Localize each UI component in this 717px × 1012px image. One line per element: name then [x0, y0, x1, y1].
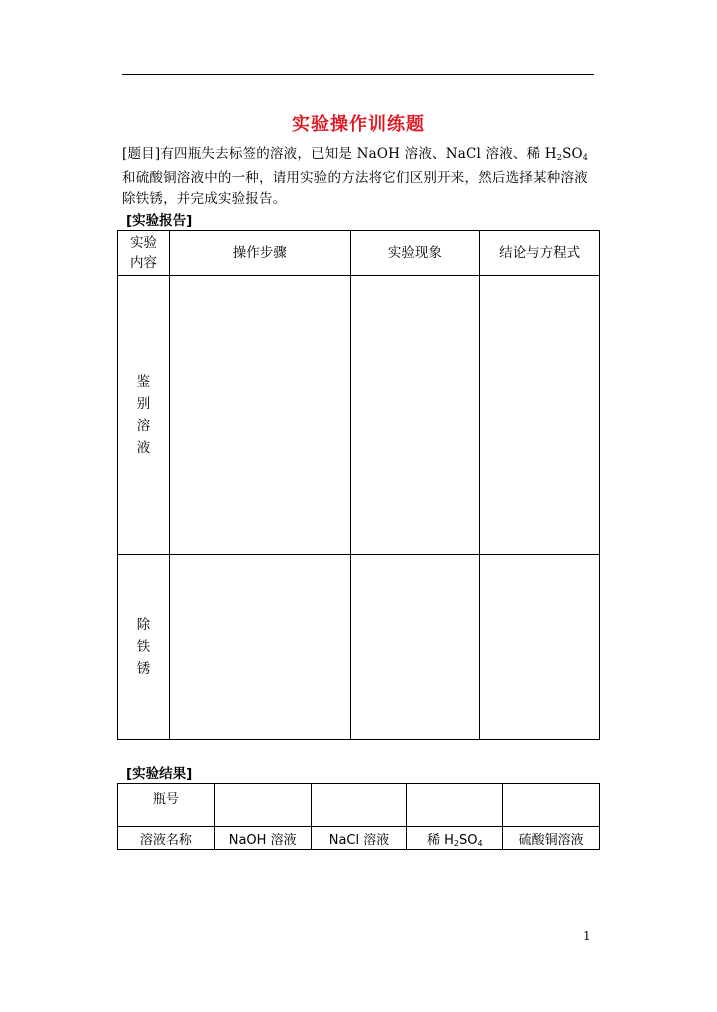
bottle-number-label: 瓶号	[118, 784, 215, 827]
phenomenon-cell[interactable]	[350, 276, 480, 555]
header-experiment-content: 实验 内容	[118, 231, 170, 276]
label-char: 除	[136, 617, 151, 633]
problem-statement	[122, 144, 600, 210]
dilute-text: 稀 H	[427, 832, 454, 848]
solution-name-nacl: NaCl 溶液	[311, 827, 407, 850]
report-header-row	[118, 231, 600, 276]
result-table	[117, 783, 600, 850]
label-char: 鉴	[136, 374, 151, 390]
label-char: 别	[136, 396, 151, 412]
report-row-rust	[118, 555, 600, 740]
row-label-rust-removal	[118, 555, 170, 740]
label-char: 溶	[136, 418, 151, 434]
phenomenon-cell[interactable]	[350, 555, 480, 740]
label-char: 锈	[136, 661, 151, 677]
report-section-label: [实验报告]	[126, 213, 193, 229]
bottle-number-row	[118, 784, 600, 827]
dilute-sub-2: 2	[453, 838, 460, 848]
intro-subscript-4: 4	[582, 153, 589, 162]
procedure-cell[interactable]	[169, 555, 350, 740]
report-row-identify	[118, 276, 600, 555]
intro-text-2: 和硫酸铜溶液中的一种，请用实验的方法将它们区别开来，然后选择某种溶液除铁锈，并完成实验报告。	[122, 170, 588, 207]
bottle-number-cell[interactable]	[311, 784, 407, 827]
header-conclusion: 结论与方程式	[480, 231, 600, 276]
row-label-identify	[118, 276, 170, 555]
bottle-number-cell[interactable]	[503, 784, 600, 827]
solution-name-row	[118, 827, 600, 850]
conclusion-cell[interactable]	[480, 276, 600, 555]
result-section-label: [实验结果]	[126, 766, 193, 782]
intro-subscript-2: 2	[556, 153, 563, 162]
page-number: 1	[583, 929, 591, 943]
solution-name-h2so4	[407, 827, 503, 850]
label-char: 铁	[136, 639, 151, 655]
header-phenomenon: 实验现象	[350, 231, 480, 276]
solution-name-cuso4: 硫酸铜溶液	[503, 827, 600, 850]
label-char: 液	[136, 440, 151, 456]
intro-text-1: [题目]有四瓶失去标签的溶液，已知是 NaOH 溶液、NaCl 溶液、稀 H	[122, 146, 557, 162]
intro-text-so: SO	[562, 146, 583, 162]
header-rule	[122, 74, 594, 75]
bottle-number-cell[interactable]	[407, 784, 503, 827]
conclusion-cell[interactable]	[480, 555, 600, 740]
header-procedure: 操作步骤	[169, 231, 350, 276]
procedure-cell[interactable]	[169, 276, 350, 555]
bottle-number-cell[interactable]	[214, 784, 311, 827]
solution-name-label: 溶液名称	[118, 827, 215, 850]
document-title: 实验操作训练题	[292, 114, 425, 135]
dilute-so: SO	[459, 832, 478, 848]
dilute-sub-4: 4	[477, 838, 483, 848]
report-table	[117, 230, 600, 740]
solution-name-naoh: NaOH 溶液	[214, 827, 311, 850]
